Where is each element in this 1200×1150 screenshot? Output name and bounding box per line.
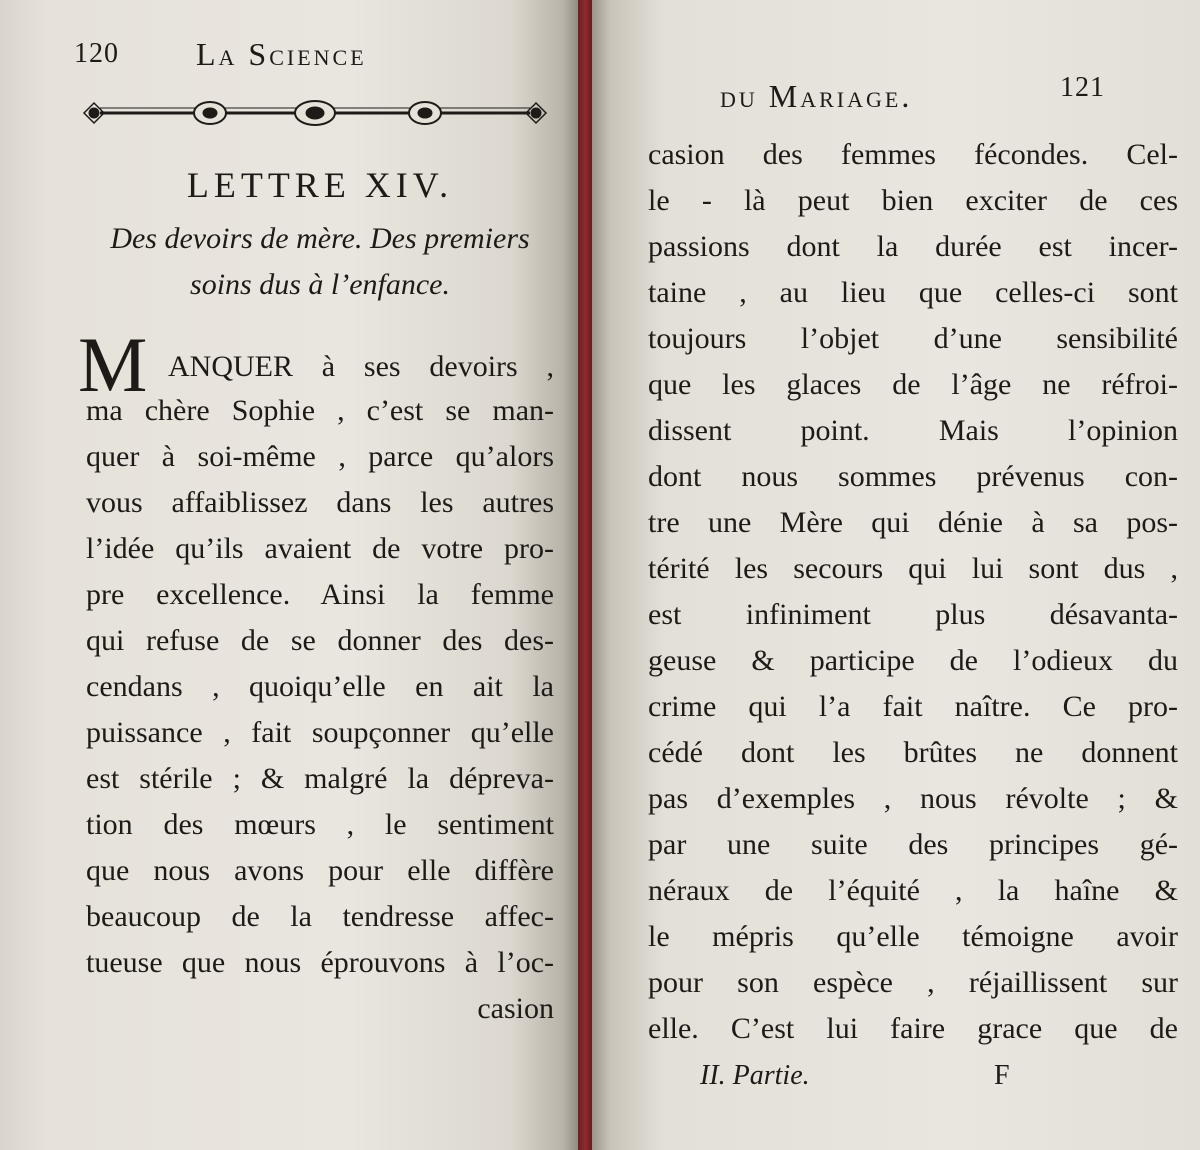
left-running-head: La Science	[196, 36, 367, 72]
drop-cap: M	[78, 321, 148, 408]
text-line: le mépris qu’elle témoigne avoir	[648, 920, 1178, 953]
text-line: pas d’exemples , nous révolte ; &	[648, 782, 1178, 815]
text-line: ma chère Sophie , c’est se man-	[86, 394, 554, 427]
text-line: tre une Mère qui dénie à sa pos-	[648, 506, 1178, 539]
subtitle-line: soins dus à l’enfance.	[190, 268, 450, 301]
text-line: dont nous sommes prévenus con-	[648, 460, 1178, 493]
text-line: que les glaces de l’âge ne réfroi-	[648, 368, 1178, 401]
text-line: est infiniment plus désavanta-	[648, 598, 1178, 631]
left-page	[0, 0, 580, 1150]
catchword: casion	[477, 992, 554, 1025]
text-line: beaucoup de la tendresse affec-	[86, 900, 554, 933]
letter-heading: LETTRE XIV.	[186, 165, 454, 205]
text-line: cendans , quoiqu’elle en ait la	[86, 670, 554, 703]
text-line: térité les secours qui lui sont dus ,	[648, 552, 1178, 585]
text-line: néraux de l’équité , la haîne &	[648, 874, 1178, 907]
subtitle-line: Des devoirs de mère. Des premiers	[110, 222, 530, 255]
text-line: dissent point. Mais l’opinion	[648, 414, 1178, 447]
text-line: cédé dont les brûtes ne donnent	[648, 736, 1178, 769]
signature-mark: II. Partie.	[700, 1060, 810, 1091]
text-line: que nous avons pour elle diffère	[86, 854, 554, 887]
first-line: ANQUER à ses devoirs ,	[168, 350, 554, 383]
text-line: vous affaiblissez dans les autres	[86, 486, 554, 519]
ornament-band-icon	[80, 98, 550, 128]
right-page-number: 121	[1060, 72, 1105, 103]
text-line: est stérile ; & malgré la dépreva-	[86, 762, 554, 795]
text-line: quer à soi-même , parce qu’alors	[86, 440, 554, 473]
text-line: taine , au lieu que celles-ci sont	[648, 276, 1178, 309]
text-line: l’idée qu’ils avaient de votre pro-	[86, 532, 554, 565]
text-line: par une suite des principes gé-	[648, 828, 1178, 861]
left-page-number: 120	[74, 38, 119, 69]
text-line: pre excellence. Ainsi la femme	[86, 578, 554, 611]
text-line: geuse & participe de l’odieux du	[648, 644, 1178, 677]
text-line: tion des mœurs , le sentiment	[86, 808, 554, 841]
text-line: pour son espèce , réjaillissent sur	[648, 966, 1178, 999]
text-line: casion des femmes fécondes. Cel-	[648, 138, 1178, 171]
text-line: qui refuse de se donner des des-	[86, 624, 554, 657]
text-line: passions dont la durée est incer-	[648, 230, 1178, 263]
text-line: crime qui l’a fait naître. Ce pro-	[648, 690, 1178, 723]
text-line: toujours l’objet d’une sensibilité	[648, 322, 1178, 355]
text-line: tueuse que nous éprouvons à l’oc-	[86, 946, 554, 979]
text-line: le - là peut bien exciter de ces	[648, 184, 1178, 217]
text-line: puissance , fait soupçonner qu’elle	[86, 716, 554, 749]
gathering-mark: F	[994, 1060, 1010, 1091]
right-running-head: du Mariage.	[720, 78, 913, 114]
text-line: elle. C’est lui faire grace que de	[648, 1012, 1178, 1045]
right-page	[592, 0, 1200, 1150]
